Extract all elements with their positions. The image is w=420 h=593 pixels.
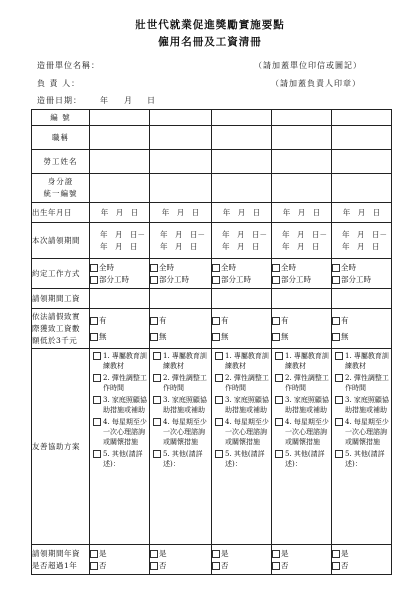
- cell-text: 部分工時: [221, 274, 251, 284]
- plan-checkbox[interactable]: [215, 450, 223, 458]
- cell-worktype[interactable]: [90, 259, 150, 289]
- cell-leave[interactable]: [212, 309, 272, 349]
- parttime-checkbox[interactable]: [332, 276, 340, 284]
- row-worktype: [32, 259, 392, 289]
- cell-tenure[interactable]: [150, 545, 212, 575]
- plan-checkbox[interactable]: [275, 374, 283, 382]
- cell-tenure[interactable]: [272, 545, 332, 575]
- plan-checkbox[interactable]: [335, 418, 343, 426]
- plan-option: [335, 417, 390, 447]
- cell-text: 1. 專屬教育訓練教材: [285, 352, 329, 370]
- row-label-leave: [32, 309, 90, 349]
- row-birth: [32, 203, 392, 223]
- plan-checkbox[interactable]: [215, 352, 223, 360]
- option-none: [212, 331, 271, 343]
- option-parttime: [272, 274, 331, 286]
- plan-option: [153, 395, 210, 415]
- no-checkbox[interactable]: [272, 562, 280, 570]
- cell-text: 部分工時: [99, 274, 129, 284]
- option-fulltime: [332, 262, 391, 274]
- period-start: [160, 229, 211, 241]
- none-checkbox[interactable]: [150, 333, 158, 341]
- yes-checkbox[interactable]: [332, 550, 340, 558]
- cell-text: 有: [99, 315, 107, 325]
- cell-id[interactable]: [150, 110, 212, 126]
- cell-text: 年 月 日: [342, 241, 380, 251]
- fulltime-checkbox[interactable]: [90, 264, 98, 272]
- cell-title[interactable]: [90, 126, 150, 150]
- period-start: [222, 229, 271, 241]
- cell-plans[interactable]: [332, 349, 392, 545]
- plan-option: [93, 417, 148, 447]
- none-checkbox[interactable]: [90, 333, 98, 341]
- cell-text: 全時: [99, 262, 114, 272]
- row-tenure: [32, 545, 392, 575]
- plan-option: [215, 449, 270, 469]
- cell-text: 4. 每星期至少一次心理諮詢或關懷措施: [345, 418, 389, 446]
- cell-text: 1. 專屬教育訓練教材: [345, 352, 389, 370]
- tenure-line2: 是否超過1年: [32, 560, 78, 570]
- option-has: [90, 315, 149, 327]
- parttime-checkbox[interactable]: [212, 276, 220, 284]
- plan-option: [153, 449, 210, 469]
- cell-text: 無: [281, 331, 289, 341]
- option-no: [332, 560, 391, 572]
- cell-text: 年 月 日－: [222, 229, 267, 239]
- cell-plans[interactable]: [150, 349, 212, 545]
- plan-option: [93, 351, 148, 371]
- fulltime-checkbox[interactable]: [212, 264, 220, 272]
- parttime-checkbox[interactable]: [150, 276, 158, 284]
- option-parttime: [212, 274, 271, 286]
- cell-idno[interactable]: [212, 174, 272, 203]
- plan-checkbox[interactable]: [335, 450, 343, 458]
- cell-text: 全時: [341, 262, 356, 272]
- yes-checkbox[interactable]: [272, 550, 280, 558]
- plan-checkbox[interactable]: [215, 418, 223, 426]
- fulltime-checkbox[interactable]: [272, 264, 280, 272]
- plan-checkbox[interactable]: [93, 396, 101, 404]
- period-start: [100, 229, 149, 241]
- leave-line2: 際獲致工資數: [32, 323, 80, 333]
- cell-plans[interactable]: [272, 349, 332, 545]
- option-fulltime: [212, 262, 271, 274]
- option-yes: [212, 548, 271, 560]
- no-checkbox[interactable]: [90, 562, 98, 570]
- form-subtitle: 僱用名冊及工資清冊: [158, 36, 262, 48]
- cell-text: 部分工時: [341, 274, 371, 284]
- period-end: [342, 241, 391, 253]
- plan-checkbox[interactable]: [215, 374, 223, 382]
- yes-checkbox[interactable]: [212, 550, 220, 558]
- cell-text: 2. 彈性調整工作時間: [225, 374, 269, 392]
- row-label-tenure: [32, 545, 90, 575]
- plan-option: [153, 373, 210, 393]
- row-label-period: 本次請領期間: [32, 223, 90, 259]
- cell-text: 是: [99, 548, 107, 558]
- person-seal-note: （請加蓋負責人印章）: [271, 79, 361, 88]
- cell-text: 5. 其他(請詳述)：: [225, 450, 265, 468]
- row-label-id: 編 號: [32, 110, 90, 126]
- cell-text: 否: [341, 560, 349, 570]
- cell-text: 年 月 日: [160, 241, 198, 251]
- option-parttime: [150, 274, 211, 286]
- cell-text: 部分工時: [281, 274, 311, 284]
- row-plan: [32, 349, 392, 545]
- register-date-year: 年: [100, 96, 109, 105]
- none-checkbox[interactable]: [212, 333, 220, 341]
- cell-text: 全時: [221, 262, 236, 272]
- cell-title[interactable]: [150, 126, 212, 150]
- cell-text: 年 月 日: [282, 241, 320, 251]
- cell-name[interactable]: [90, 150, 150, 174]
- cell-text: 5. 其他(請詳述)：: [285, 450, 325, 468]
- has-checkbox[interactable]: [90, 317, 98, 325]
- cell-leave[interactable]: [90, 309, 150, 349]
- option-no: [272, 560, 331, 572]
- cell-plans[interactable]: [90, 349, 150, 545]
- plan-option: [153, 417, 210, 447]
- cell-text: 全時: [281, 262, 296, 272]
- option-parttime: [332, 274, 391, 286]
- option-yes: [150, 548, 211, 560]
- period-end: [100, 241, 149, 253]
- row-label-idno: [32, 174, 90, 203]
- option-fulltime: [272, 262, 331, 274]
- cell-text: 2. 彈性調整工作時間: [163, 374, 207, 392]
- cell-tenure[interactable]: [212, 545, 272, 575]
- row-wage: [32, 289, 392, 309]
- idno-line2: 統一編號: [43, 189, 78, 198]
- cell-tenure[interactable]: [90, 545, 150, 575]
- cell-claim-period[interactable]: [272, 223, 332, 259]
- cell-text: 5. 其他(請詳述)：: [103, 450, 143, 468]
- cell-birth-date[interactable]: [272, 203, 332, 223]
- cell-text: 無: [99, 331, 107, 341]
- cell-text: 3. 家庭照顧協助措施或補助: [285, 396, 329, 414]
- cell-name[interactable]: [272, 150, 332, 174]
- cell-plans[interactable]: [212, 349, 272, 545]
- option-parttime: [90, 274, 149, 286]
- plan-option: [335, 373, 390, 393]
- cell-text: 2. 彈性調整工作時間: [285, 374, 329, 392]
- cell-text: 年 月 日: [100, 241, 138, 251]
- cell-birth-date[interactable]: [150, 203, 212, 223]
- option-yes: [272, 548, 331, 560]
- cell-text: 年 月 日: [342, 208, 381, 217]
- cell-claim-period[interactable]: [90, 223, 150, 259]
- cell-id[interactable]: [272, 110, 332, 126]
- cell-wage[interactable]: [332, 289, 392, 309]
- cell-text: 無: [159, 331, 167, 341]
- plan-checkbox[interactable]: [93, 352, 101, 360]
- plan-option: [275, 449, 330, 469]
- cell-idno[interactable]: [90, 174, 150, 203]
- cell-text: 2. 彈性調整工作時間: [345, 374, 389, 392]
- register-date-day: 日: [147, 96, 156, 105]
- plan-option: [275, 351, 330, 371]
- cell-text: 是: [221, 548, 229, 558]
- cell-text: 有: [159, 315, 167, 325]
- cell-idno[interactable]: [332, 174, 392, 203]
- has-checkbox[interactable]: [332, 317, 340, 325]
- cell-text: 4. 每星期至少一次心理諮詢或關懷措施: [103, 418, 147, 446]
- plan-option: [215, 351, 270, 371]
- cell-text: 1. 專屬教育訓練教材: [103, 352, 147, 370]
- option-has: [212, 315, 271, 327]
- option-none: [272, 331, 331, 343]
- cell-worktype[interactable]: [150, 259, 212, 289]
- cell-leave[interactable]: [332, 309, 392, 349]
- row-name: [32, 150, 392, 174]
- plan-checkbox[interactable]: [153, 396, 161, 404]
- row-label-wage: 請領期間工資: [32, 289, 90, 309]
- has-checkbox[interactable]: [272, 317, 280, 325]
- cell-worktype[interactable]: [212, 259, 272, 289]
- cell-text: 2. 彈性調整工作時間: [103, 374, 147, 392]
- plan-option: [335, 449, 390, 469]
- row-idno: [32, 174, 392, 203]
- cell-wage[interactable]: [272, 289, 332, 309]
- cell-worktype[interactable]: [332, 259, 392, 289]
- form-title: 壯世代就業促進獎勵實施要點: [135, 19, 285, 31]
- row-leave: [32, 309, 392, 349]
- cell-text: 部分工時: [159, 274, 189, 284]
- period-start: [342, 229, 391, 241]
- employee-wage-table: [31, 109, 392, 575]
- row-id: [32, 110, 392, 126]
- cell-text: 無: [341, 331, 349, 341]
- cell-claim-period[interactable]: [212, 223, 272, 259]
- option-fulltime: [150, 262, 211, 274]
- cell-text: 3. 家庭照顧協助措施或補助: [163, 396, 207, 414]
- cell-title[interactable]: [212, 126, 272, 150]
- option-fulltime: [90, 262, 149, 274]
- cell-text: 1. 專屬教育訓練教材: [163, 352, 207, 370]
- cell-text: 4. 每星期至少一次心理諮詢或關懷措施: [285, 418, 329, 446]
- yes-checkbox[interactable]: [90, 550, 98, 558]
- period-end: [282, 241, 331, 253]
- cell-id[interactable]: [90, 110, 150, 126]
- period-end: [160, 241, 211, 253]
- cell-text: 有: [341, 315, 349, 325]
- option-has: [272, 315, 331, 327]
- option-no: [90, 560, 149, 572]
- cell-text: 年 月 日－: [282, 229, 327, 239]
- fulltime-checkbox[interactable]: [332, 264, 340, 272]
- plan-checkbox[interactable]: [93, 450, 101, 458]
- cell-wage[interactable]: [90, 289, 150, 309]
- row-label-title: 職稱: [32, 126, 90, 150]
- cell-birth-date[interactable]: [332, 203, 392, 223]
- cell-wage[interactable]: [150, 289, 212, 309]
- cell-name[interactable]: [212, 150, 272, 174]
- tenure-line1: 請領期間年資: [32, 548, 80, 558]
- option-no: [212, 560, 271, 572]
- plan-checkbox[interactable]: [153, 374, 161, 382]
- cell-title[interactable]: [272, 126, 332, 150]
- cell-text: 5. 其他(請詳述)：: [345, 450, 385, 468]
- option-has: [150, 315, 211, 327]
- plan-checkbox[interactable]: [335, 374, 343, 382]
- no-checkbox[interactable]: [212, 562, 220, 570]
- yes-checkbox[interactable]: [150, 550, 158, 558]
- leave-line3: 額低於3千元: [32, 335, 78, 345]
- plan-option: [153, 351, 210, 371]
- cell-text: 5. 其他(請詳述)：: [163, 450, 203, 468]
- cell-id[interactable]: [212, 110, 272, 126]
- cell-id[interactable]: [332, 110, 392, 126]
- cell-text: 年 月 日－: [342, 229, 387, 239]
- period-end: [222, 241, 271, 253]
- cell-name[interactable]: [150, 150, 212, 174]
- plan-checkbox[interactable]: [93, 418, 101, 426]
- cell-text: 4. 每星期至少一次心理諮詢或關懷措施: [163, 418, 207, 446]
- plan-checkbox[interactable]: [153, 352, 161, 360]
- cell-text: 1. 專屬教育訓練教材: [225, 352, 269, 370]
- cell-claim-period[interactable]: [332, 223, 392, 259]
- cell-text: 無: [221, 331, 229, 341]
- option-yes: [90, 548, 149, 560]
- cell-wage[interactable]: [212, 289, 272, 309]
- cell-claim-period[interactable]: [150, 223, 212, 259]
- plan-checkbox[interactable]: [275, 396, 283, 404]
- row-label-name: 勞工姓名: [32, 150, 90, 174]
- plan-option: [215, 373, 270, 393]
- row-title: [32, 126, 392, 150]
- cell-text: 全時: [159, 262, 174, 272]
- parttime-checkbox[interactable]: [90, 276, 98, 284]
- cell-text: 是: [281, 548, 289, 558]
- plan-option: [215, 395, 270, 415]
- register-date-month: 月: [124, 96, 133, 105]
- row-label-birth: 出生年月日: [32, 203, 90, 223]
- row-period: [32, 223, 392, 259]
- plan-option: [335, 395, 390, 415]
- cell-tenure[interactable]: [332, 545, 392, 575]
- none-checkbox[interactable]: [272, 333, 280, 341]
- plan-checkbox[interactable]: [275, 418, 283, 426]
- cell-text: 4. 每星期至少一次心理諮詢或關懷措施: [225, 418, 269, 446]
- cell-birth-date[interactable]: [90, 203, 150, 223]
- option-none: [332, 331, 391, 343]
- cell-birth-date[interactable]: [212, 203, 272, 223]
- plan-option: [335, 351, 390, 371]
- plan-checkbox[interactable]: [275, 450, 283, 458]
- row-label-plan: 友善協助方案: [32, 349, 90, 545]
- period-start: [282, 229, 331, 241]
- cell-text: 年 月 日: [161, 208, 200, 217]
- cell-text: 3. 家庭照顧協助措施或補助: [103, 396, 147, 414]
- cell-title[interactable]: [332, 126, 392, 150]
- table-body: [32, 110, 392, 575]
- has-checkbox[interactable]: [150, 317, 158, 325]
- no-checkbox[interactable]: [150, 562, 158, 570]
- leave-line1: 依法請假致實: [32, 311, 80, 321]
- fulltime-checkbox[interactable]: [150, 264, 158, 272]
- cell-text: 3. 家庭照顧協助措施或補助: [225, 396, 269, 414]
- cell-idno[interactable]: [272, 174, 332, 203]
- register-date-label: 造冊日期：: [37, 96, 82, 105]
- cell-text: 3. 家庭照顧協助措施或補助: [345, 396, 389, 414]
- cell-text: 是: [341, 548, 349, 558]
- plan-checkbox[interactable]: [335, 352, 343, 360]
- plan-checkbox[interactable]: [153, 418, 161, 426]
- option-yes: [332, 548, 391, 560]
- cell-text: 年 月 日: [222, 208, 261, 217]
- plan-checkbox[interactable]: [275, 352, 283, 360]
- cell-idno[interactable]: [150, 174, 212, 203]
- cell-name[interactable]: [332, 150, 392, 174]
- plan-checkbox[interactable]: [93, 374, 101, 382]
- no-checkbox[interactable]: [332, 562, 340, 570]
- cell-text: 有: [221, 315, 229, 325]
- option-none: [90, 331, 149, 343]
- cell-text: 有: [281, 315, 289, 325]
- cell-text: 年 月 日: [100, 208, 139, 217]
- plan-option: [275, 373, 330, 393]
- cell-text: 是: [159, 548, 167, 558]
- idno-line1: 身分證: [47, 177, 74, 186]
- none-checkbox[interactable]: [332, 333, 340, 341]
- row-label-worktype: 約定工作方式: [32, 259, 90, 289]
- plan-checkbox[interactable]: [153, 450, 161, 458]
- plan-checkbox[interactable]: [215, 396, 223, 404]
- cell-text: 年 月 日: [222, 241, 260, 251]
- plan-option: [93, 395, 148, 415]
- plan-checkbox[interactable]: [335, 396, 343, 404]
- cell-text: 否: [99, 560, 107, 570]
- plan-option: [93, 449, 148, 469]
- option-no: [150, 560, 211, 572]
- unit-name-label: 造冊單位名稱：: [37, 61, 100, 70]
- cell-text: 否: [281, 560, 289, 570]
- has-checkbox[interactable]: [212, 317, 220, 325]
- plan-option: [275, 417, 330, 447]
- option-has: [332, 315, 391, 327]
- cell-text: 年 月 日－: [100, 229, 145, 239]
- cell-text: 年 月 日: [282, 208, 321, 217]
- plan-option: [215, 417, 270, 447]
- cell-leave[interactable]: [150, 309, 212, 349]
- cell-text: 否: [159, 560, 167, 570]
- cell-leave[interactable]: [272, 309, 332, 349]
- responsible-person-label: 負 責 人：: [37, 79, 81, 88]
- unit-seal-note: （請加蓋單位印信或圖記）: [254, 61, 362, 70]
- plan-option: [93, 373, 148, 393]
- parttime-checkbox[interactable]: [272, 276, 280, 284]
- option-none: [150, 331, 211, 343]
- cell-text: 年 月 日－: [160, 229, 205, 239]
- cell-worktype[interactable]: [272, 259, 332, 289]
- plan-option: [275, 395, 330, 415]
- cell-text: 否: [221, 560, 229, 570]
